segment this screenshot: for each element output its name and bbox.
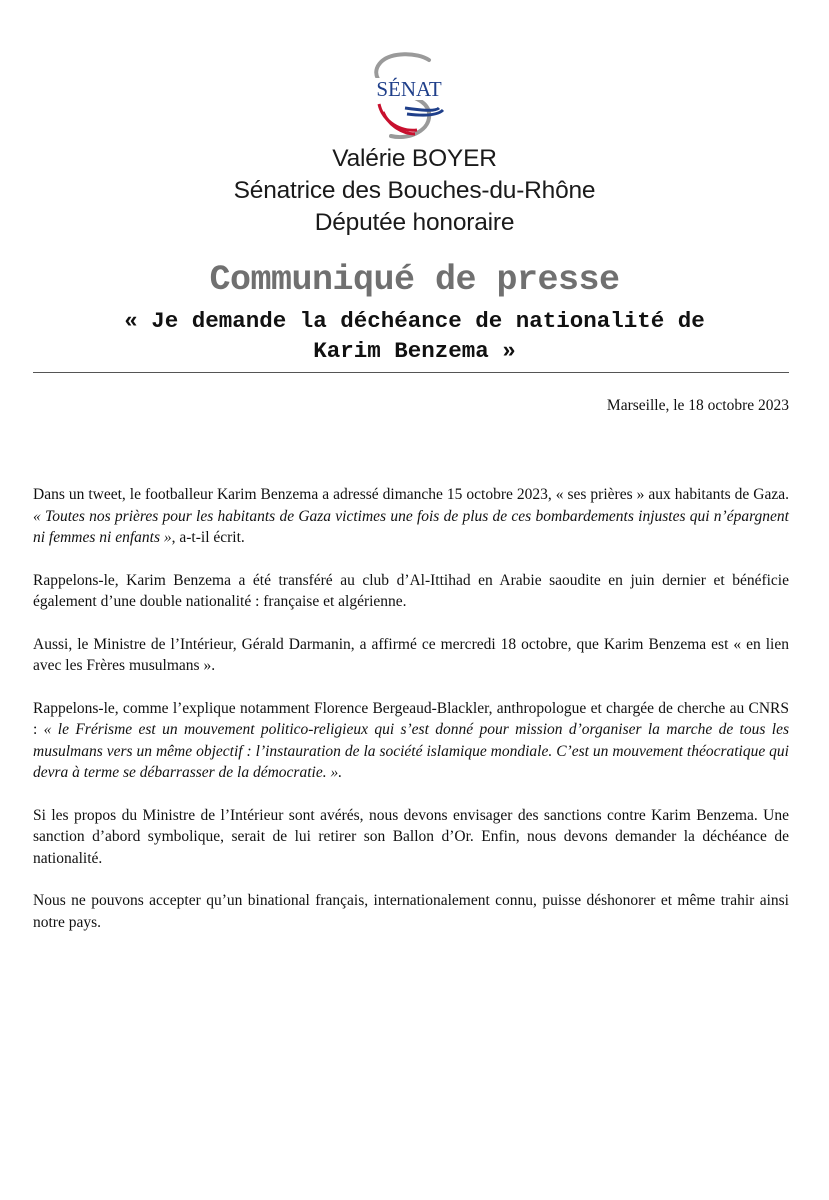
paragraph-6: Nous ne pouvons accepter qu’un binational français, internationalement connu, puisse déshonorer et même trahir ainsi notre pays. [33,892,789,931]
author-role: Sénatrice des Bouches-du-Rhône [233,177,596,204]
paragraph-4-text: Rappelons-le, comme l’explique notamment Florence Bergeaud-Blackler, anthropologue et chargée de cherche au CNRS : [33,699,789,738]
paragraph-4 [33,698,789,784]
paragraph-1-text: Dans un tweet, le footballeur Karim Benzema a adressé dimanche 15 octobre 2023, « ses prières » aux habitants de Gaza. [33,486,789,503]
logo-wordmark: SÉNAT [376,77,442,101]
senat-logo [357,52,461,144]
author-name: Valérie BOYER [332,145,497,172]
headline-line-2: Karim Benzema » [313,338,516,364]
paragraph-4-quote: « le Frérisme est un mouvement politico-religieux qui s’est donné pour mission d’organiser la marche de tous les musulmans vers un même objectif : l’instauration de la société islamique mondiale. C’est un mouvement théocratique qui devra à terme se débarrasser de la démocratie. ». [33,721,789,781]
press-release-title: Communiqué de presse [209,260,620,300]
author-honorary-title: Députée honoraire [314,209,515,236]
body-text [33,484,789,954]
headline [0,306,829,366]
paragraph-2: Rappelons-le, Karim Benzema a été transféré au club d’Al-Ittihad en Arabie saoudite en juin dernier et bénéficie également d’une double nationalité : française et algérienne. [33,571,789,610]
paragraph-5: Si les propos du Ministre de l’Intérieur sont avérés, nous devons envisager des sanctions contre Karim Benzema. Une sanction d’abord symbolique, serait de lui retirer son Ballon d’Or. Enfin, nous devons demander la déchéance de nationalité. [33,806,789,867]
paragraph-1-quote: « Toutes nos prières pour les habitants de Gaza victimes une fois de plus de ces bombardements injustes qui n’épargnent ni femmes ni enfants » [33,507,789,546]
paragraph-3: Aussi, le Ministre de l’Intérieur, Gérald Darmanin, a affirmé ce mercredi 18 octobre, que Karim Benzema est « en lien avec les Frères musulmans ». [33,635,789,674]
headline-line-1: « Je demande la déchéance de nationalité de [124,308,705,334]
dateline: Marseille, le 18 octobre 2023 [606,397,789,414]
divider [33,372,789,373]
paragraph-1 [33,484,789,549]
paragraph-1-tail: , a-t-il écrit. [171,529,245,546]
author-header [0,143,829,239]
